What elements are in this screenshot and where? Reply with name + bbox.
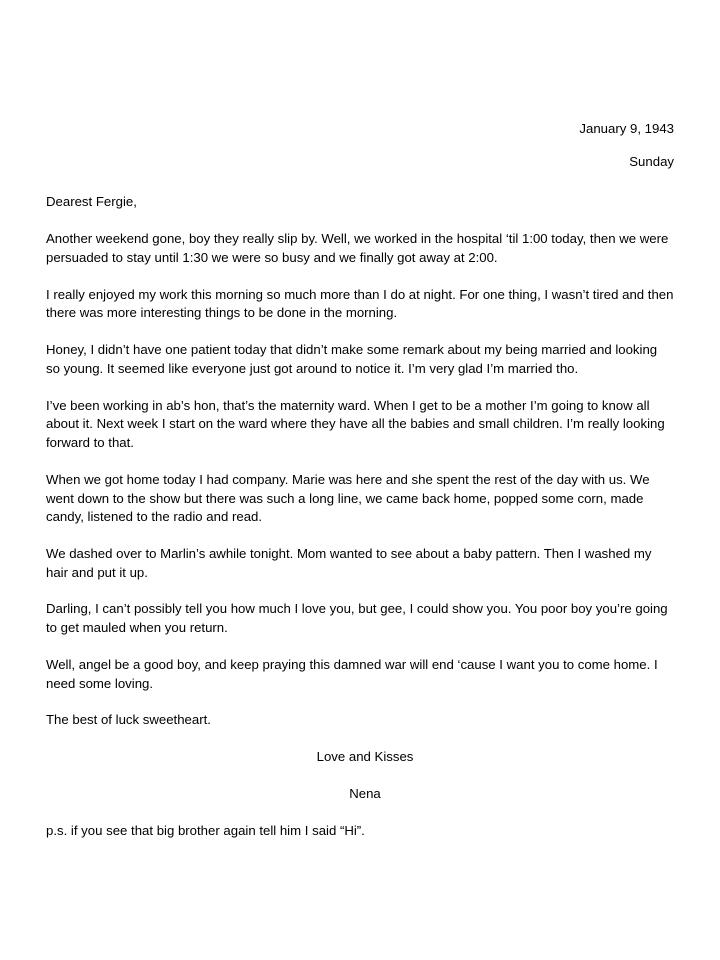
letter-paragraph: Well, angel be a good boy, and keep praying this damned war will end ‘cause I want you to come home. I need some loving. <box>46 656 658 691</box>
letter-paragraph: When we got home today I had company. Marie was here and she spent the rest of the day with us. We went down to the show but there was such a long line, we came back home, popped some corn, made candy, listened to the radio and read. <box>46 471 650 525</box>
letter-paragraph: Another weekend gone, boy they really slip by. Well, we worked in the hospital ‘til 1:00 today, then we were persuaded to stay until 1:30 we were so busy and we finally got away at 2:00. <box>46 231 669 265</box>
letter-paragraph: I really enjoyed my work this morning so much more than I do at night. For one thing, I wasn’t tired and then there was more interesting things to be done in the morning. <box>46 286 674 321</box>
letter-paragraph: I’ve been working in ab’s hon, that’s the maternity ward. When I get to be a mother I’m going to know all about it. Next week I start on the ward where they have all the babies and small children. I’m really looking forward to that. <box>46 397 665 451</box>
letter-salutation: Dearest Fergie, <box>46 194 137 210</box>
letter-day: Sunday <box>629 153 674 169</box>
letter-paragraph: The best of luck sweetheart. <box>46 712 211 728</box>
letter-paragraph: Honey, I didn’t have one patient today that didn’t make some remark about my being married and looking so young. It seemed like everyone just got around to notice it. I’m very glad I’m married tho. <box>46 342 658 376</box>
letter-postscript: p.s. if you see that big brother again tell him I said “Hi”. <box>46 822 365 838</box>
letter-body <box>46 120 674 840</box>
letter-closing: Love and Kisses <box>316 749 414 765</box>
letter-paragraph: Darling, I can’t possibly tell you how much I love you, but gee, I could show you. You poor boy you’re going to get mauled when you return. <box>46 601 668 636</box>
letter-signature: Nena <box>349 785 381 801</box>
letter-date: January 9, 1943 <box>579 121 674 136</box>
letter-paragraph: We dashed over to Marlin’s awhile tonight. Mom wanted to see about a baby pattern. Then I washed my hair and put it up. <box>46 546 652 580</box>
